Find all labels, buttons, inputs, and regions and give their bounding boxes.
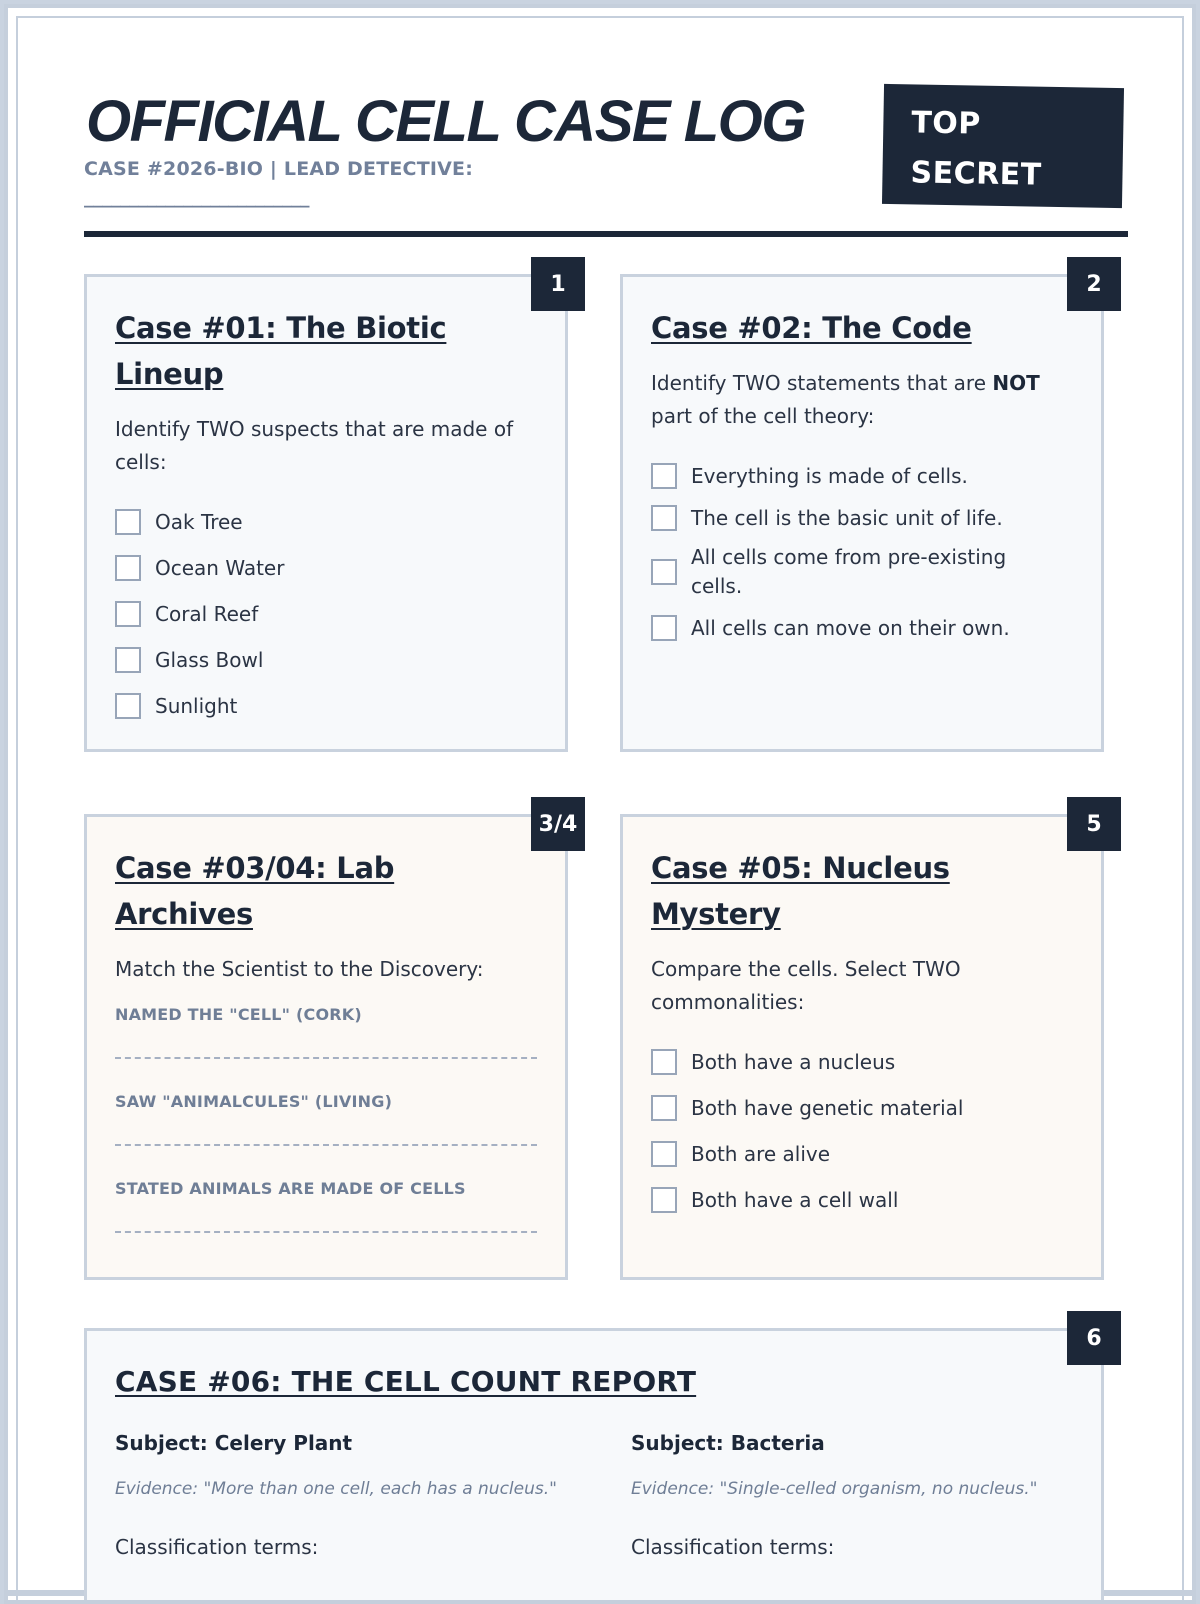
- case-title: Case #05: Nucleus Mystery: [651, 851, 950, 931]
- option-statement-2[interactable]: The cell is the basic unit of life.: [651, 497, 1073, 539]
- option-ocean-water[interactable]: Ocean Water: [115, 545, 284, 591]
- stamp-line-1: TOP: [911, 105, 982, 142]
- checkbox[interactable]: [651, 463, 677, 489]
- case-number-badge: 6: [1067, 1311, 1121, 1365]
- subject-celery: Subject: Celery Plant: [115, 1431, 353, 1455]
- answer-options: [651, 1039, 963, 1223]
- option-glass-bowl[interactable]: Glass Bowl: [115, 637, 284, 683]
- case-title: CASE #06: THE CELL COUNT REPORT: [115, 1365, 697, 1398]
- case-card-3-4: [84, 811, 578, 1280]
- case-title: Case #02: The Code: [651, 311, 972, 345]
- case-prompt: Compare the cells. Select TWO commonalities:: [651, 957, 961, 1014]
- case-number-badge: 2: [1067, 257, 1121, 311]
- case-title: Case #03/04: Lab Archives: [115, 851, 395, 931]
- checkbox[interactable]: [115, 647, 141, 673]
- page-title: OFFICIAL CELL CASE LOG: [86, 89, 805, 154]
- case-card-1: [84, 271, 568, 752]
- answer-line[interactable]: [115, 1057, 537, 1059]
- option-coral-reef[interactable]: Coral Reef: [115, 591, 284, 637]
- case-card-5: [620, 811, 1104, 1280]
- classification-terms-label: Classification terms:: [115, 1535, 319, 1559]
- checkbox[interactable]: [115, 509, 141, 535]
- case-prompt: Identify TWO suspects that are made of cells:: [115, 417, 514, 474]
- case-card-6: [84, 1325, 1104, 1604]
- classification-terms-label: Classification terms:: [631, 1535, 835, 1559]
- option-nucleus[interactable]: Both have a nucleus: [651, 1039, 963, 1085]
- option-cell-wall[interactable]: Both have a cell wall: [651, 1177, 963, 1223]
- case-card-2: [620, 271, 1104, 752]
- match-label: SAW "ANIMALCULES" (LIVING): [115, 1092, 393, 1111]
- match-item-1: [115, 1005, 537, 1059]
- subject-bacteria: Subject: Bacteria: [631, 1431, 825, 1455]
- case-meta: CASE #2026-BIO | LEAD DETECTIVE:: [84, 158, 474, 180]
- option-statement-1[interactable]: Everything is made of cells.: [651, 455, 1073, 497]
- option-genetic-material[interactable]: Both have genetic material: [651, 1085, 963, 1131]
- case-number-badge: 1: [531, 257, 585, 311]
- checkbox[interactable]: [651, 1141, 677, 1167]
- option-statement-3[interactable]: All cells come from pre-existing cells.: [651, 539, 1041, 605]
- top-secret-stamp: [882, 84, 1124, 208]
- case-number-badge: 3/4: [531, 797, 585, 851]
- answer-line[interactable]: [115, 1144, 537, 1146]
- case-number-badge: 5: [1067, 797, 1121, 851]
- checkbox[interactable]: [651, 615, 677, 641]
- case-prompt: Match the Scientist to the Discovery:: [115, 957, 484, 981]
- checkbox[interactable]: [115, 601, 141, 627]
- stamp-line-2: SECRET: [910, 155, 1042, 193]
- header-divider: [84, 231, 1128, 237]
- match-label: STATED ANIMALS ARE MADE OF CELLS: [115, 1179, 466, 1198]
- answer-line[interactable]: [115, 1231, 537, 1233]
- evidence-celery: Evidence: "More than one cell, each has a nucleus.": [115, 1479, 557, 1499]
- answer-options: [115, 499, 284, 729]
- match-item-3: [115, 1179, 537, 1233]
- checkbox[interactable]: [115, 555, 141, 581]
- match-label: NAMED THE "CELL" (CORK): [115, 1005, 362, 1024]
- option-statement-4[interactable]: All cells can move on their own.: [651, 605, 1073, 651]
- worksheet-page: [4, 4, 1196, 1604]
- checkbox[interactable]: [651, 1187, 677, 1213]
- checkbox[interactable]: [651, 505, 677, 531]
- checkbox[interactable]: [651, 559, 677, 585]
- checkbox[interactable]: [651, 1095, 677, 1121]
- detective-name-blank[interactable]: _________________________: [84, 186, 309, 208]
- option-oak-tree[interactable]: Oak Tree: [115, 499, 284, 545]
- option-sunlight[interactable]: Sunlight: [115, 683, 284, 729]
- answer-options: [651, 455, 1073, 651]
- match-item-2: [115, 1092, 537, 1146]
- checkbox[interactable]: [651, 1049, 677, 1075]
- checkbox[interactable]: [115, 693, 141, 719]
- case-prompt: Identify TWO statements that are NOT part of the cell theory:: [651, 371, 1040, 428]
- evidence-bacteria: Evidence: "Single-celled organism, no nucleus.": [631, 1479, 1038, 1499]
- option-alive[interactable]: Both are alive: [651, 1131, 963, 1177]
- case-title: Case #01: The Biotic Lineup: [115, 311, 447, 391]
